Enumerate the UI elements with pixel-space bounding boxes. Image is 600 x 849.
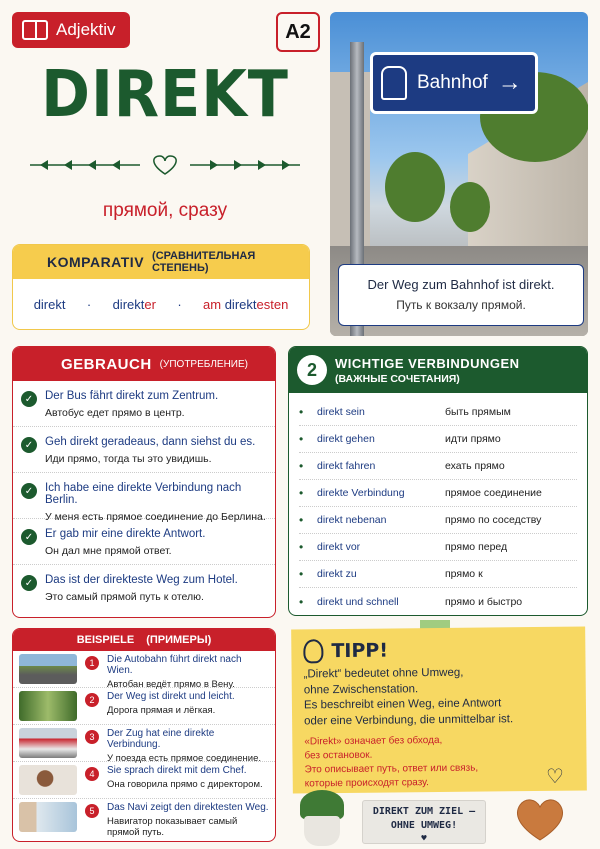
example-de: Sie sprach direkt mit dem Chef.	[107, 765, 247, 776]
example-de: Der Weg ist direkt und leicht.	[107, 691, 235, 702]
collocation-row	[299, 507, 577, 534]
level-badge: A2	[276, 12, 320, 52]
sign-label: Bahnhof	[417, 72, 488, 93]
bullet-icon: •	[299, 594, 304, 609]
collocation-row	[299, 588, 577, 615]
example-number: 3	[85, 730, 99, 744]
train-icon	[381, 66, 407, 100]
section-number: 2	[297, 355, 327, 385]
collocation-de: direkt gehen	[317, 433, 375, 445]
collocation-row	[299, 561, 577, 588]
collocation-row	[299, 399, 577, 426]
bullet-icon: •	[299, 432, 304, 446]
example-ru: Навигатор показывает самый прямой путь.	[107, 816, 238, 838]
photo-caption	[338, 264, 584, 326]
gebrauch-title: GEBRAUCH	[61, 355, 152, 373]
collocation-ru: прямо перед	[445, 541, 508, 553]
beispiele-title: BEISPIELE	[76, 634, 135, 646]
positive-form: direkt	[33, 296, 66, 312]
collocation-de: direkt fahren	[317, 460, 376, 472]
collocation-de: direkt sein	[317, 406, 365, 418]
beispiele-subtitle: (ПРИМЕРЫ)	[146, 634, 212, 646]
usage-ru: Он дал мне прямой ответ.	[45, 545, 172, 557]
collocation-ru: прямое соединение	[445, 487, 542, 499]
tipp-note	[291, 626, 587, 793]
example-de: Das Navi zeigt den direktesten Weg.	[107, 802, 269, 813]
bahnhof-sign	[370, 52, 538, 114]
bullet-icon: •	[299, 459, 304, 473]
example-item	[13, 762, 275, 799]
bullet-icon: •	[299, 486, 304, 500]
example-number: 1	[85, 656, 99, 670]
collocation-ru: быть прямым	[445, 406, 511, 418]
collocation-ru: прямо к	[445, 568, 483, 580]
example-number: 2	[85, 693, 99, 707]
collocation-ru: прямо по соседству	[445, 514, 542, 526]
example-ru: Она говорила прямо с директором.	[107, 779, 263, 790]
komparativ-title: KOMPARATIV	[47, 254, 145, 270]
collocation-ru: идти прямо	[445, 433, 501, 445]
usage-ru: Это самый прямой путь к отелю.	[45, 591, 204, 603]
example-item	[13, 651, 275, 688]
plant-icon	[296, 790, 346, 846]
lightbulb-icon	[303, 639, 323, 663]
collocation-row	[299, 534, 577, 561]
collocation-ru: ехать прямо	[445, 460, 505, 472]
example-item	[13, 725, 275, 762]
check-icon: ✓	[21, 437, 37, 453]
navigation-thumbnail	[19, 802, 77, 832]
usage-item	[13, 519, 275, 565]
verbindungen-box	[288, 346, 588, 616]
caption-ru: Путь к вокзалу прямой.	[396, 298, 526, 312]
word-translation: прямой, сразу	[102, 200, 228, 221]
letter-board	[362, 800, 486, 844]
vocab-word: DIREKT	[41, 58, 289, 132]
caption-de: Der Weg zum Bahnhof ist direkt.	[367, 277, 555, 292]
usage-de: Geh direkt geradeaus, dann siehst du es.	[45, 436, 256, 448]
bullet-icon: •	[299, 405, 304, 419]
collocation-de: direkt nebenan	[317, 514, 387, 526]
collocation-row	[299, 480, 577, 507]
arrow-right-icon: →	[497, 69, 522, 96]
usage-ru: У меня есть прямое соединение до Берлина.	[45, 511, 266, 523]
check-icon: ✓	[21, 391, 37, 407]
example-ru: Дорога прямая и лёгкая.	[107, 705, 216, 716]
tipp-de: „Direkt“ bedeutet ohne Umweg, ohne Zwischenstation. Es beschreibt einen Weg, eine Antwort oder eine Verbindung, die unmittelbar ist.	[303, 666, 514, 727]
heart-outline-icon: ♡	[546, 766, 564, 788]
usage-de: Das ist der direkteste Weg zum Hotel.	[45, 574, 238, 586]
gebrauch-box	[12, 346, 276, 618]
usage-ru: Иди прямо, тогда ты это увидишь.	[45, 453, 212, 465]
usage-de: Der Bus fährt direkt zum Zentrum.	[45, 390, 219, 402]
collocation-de: direkt zu	[317, 568, 357, 580]
forest-path-thumbnail	[19, 691, 77, 721]
komparativ-box: KOMPARATIV (СРАВНИТЕЛЬНАЯ СТЕПЕНЬ) direkt · direkter · am direktesten	[12, 244, 310, 330]
verbindungen-title: WICHTIGE VERBINDUNGEN	[335, 355, 520, 371]
category-label: Adjektiv	[56, 20, 116, 39]
collocation-ru: прямо и быстро	[445, 595, 523, 608]
train-thumbnail	[19, 728, 77, 758]
autobahn-thumbnail	[19, 654, 77, 684]
bullet-icon: •	[299, 567, 304, 581]
gebrauch-subtitle: (УПОТРЕБЛЕНИЕ)	[159, 358, 248, 370]
example-de: Die Autobahn führt direkt nach Wien.	[107, 654, 242, 676]
category-badge	[12, 12, 130, 48]
collocation-de: direkt und schnell	[317, 595, 399, 608]
book-icon	[22, 20, 48, 40]
usage-item	[13, 427, 275, 473]
usage-item	[13, 381, 275, 427]
collocation-row	[299, 453, 577, 480]
usage-item	[13, 565, 275, 611]
komparativ-subtitle: (СРАВНИТЕЛЬНАЯ СТЕПЕНЬ)	[152, 250, 256, 274]
example-number: 5	[85, 804, 99, 818]
usage-item	[13, 473, 275, 523]
example-item	[13, 688, 275, 725]
tipp-ru: «Direkt» означает без обхода, без остановок. Это описывает путь, ответ или связь, которые происходят сразу.	[304, 735, 479, 790]
bullet-icon: •	[299, 540, 304, 554]
board-line2: OHNE UMWEG!	[390, 820, 458, 831]
example-ru: У поезда есть прямое соединение.	[107, 753, 262, 764]
example-ru: Автобан ведёт прямо в Вену.	[107, 679, 235, 690]
ornament-divider	[20, 152, 310, 178]
board-heart: ♥	[421, 834, 427, 844]
wooden-heart-icon	[514, 796, 566, 842]
collocation-row	[299, 426, 577, 453]
phone-call-thumbnail	[19, 765, 77, 795]
beispiele-box	[12, 628, 276, 842]
tipp-title: TIPP!	[331, 639, 389, 663]
usage-de: Ich habe eine direkte Verbindung nach Berlin.	[45, 482, 242, 506]
example-de: Der Zug hat eine direkte Verbindung.	[107, 728, 215, 750]
comparative-form: direkter	[112, 296, 156, 312]
example-item	[13, 799, 275, 836]
collocation-de: direkt vor	[317, 541, 361, 553]
example-number: 4	[85, 767, 99, 781]
usage-de: Er gab mir eine direkte Antwort.	[45, 528, 206, 540]
usage-ru: Автобус едет прямо в центр.	[45, 407, 185, 419]
collocation-de: direkte Verbindung	[317, 487, 405, 499]
check-icon: ✓	[21, 529, 37, 545]
bullet-icon: •	[299, 513, 304, 527]
check-icon: ✓	[21, 483, 37, 499]
superlative-form: am direktesten	[203, 296, 289, 312]
verbindungen-subtitle: (ВАЖНЫЕ СОЧЕТАНИЯ)	[335, 372, 460, 385]
board-line1: DIREKT ZUM ZIEL –	[372, 806, 476, 817]
check-icon: ✓	[21, 575, 37, 591]
